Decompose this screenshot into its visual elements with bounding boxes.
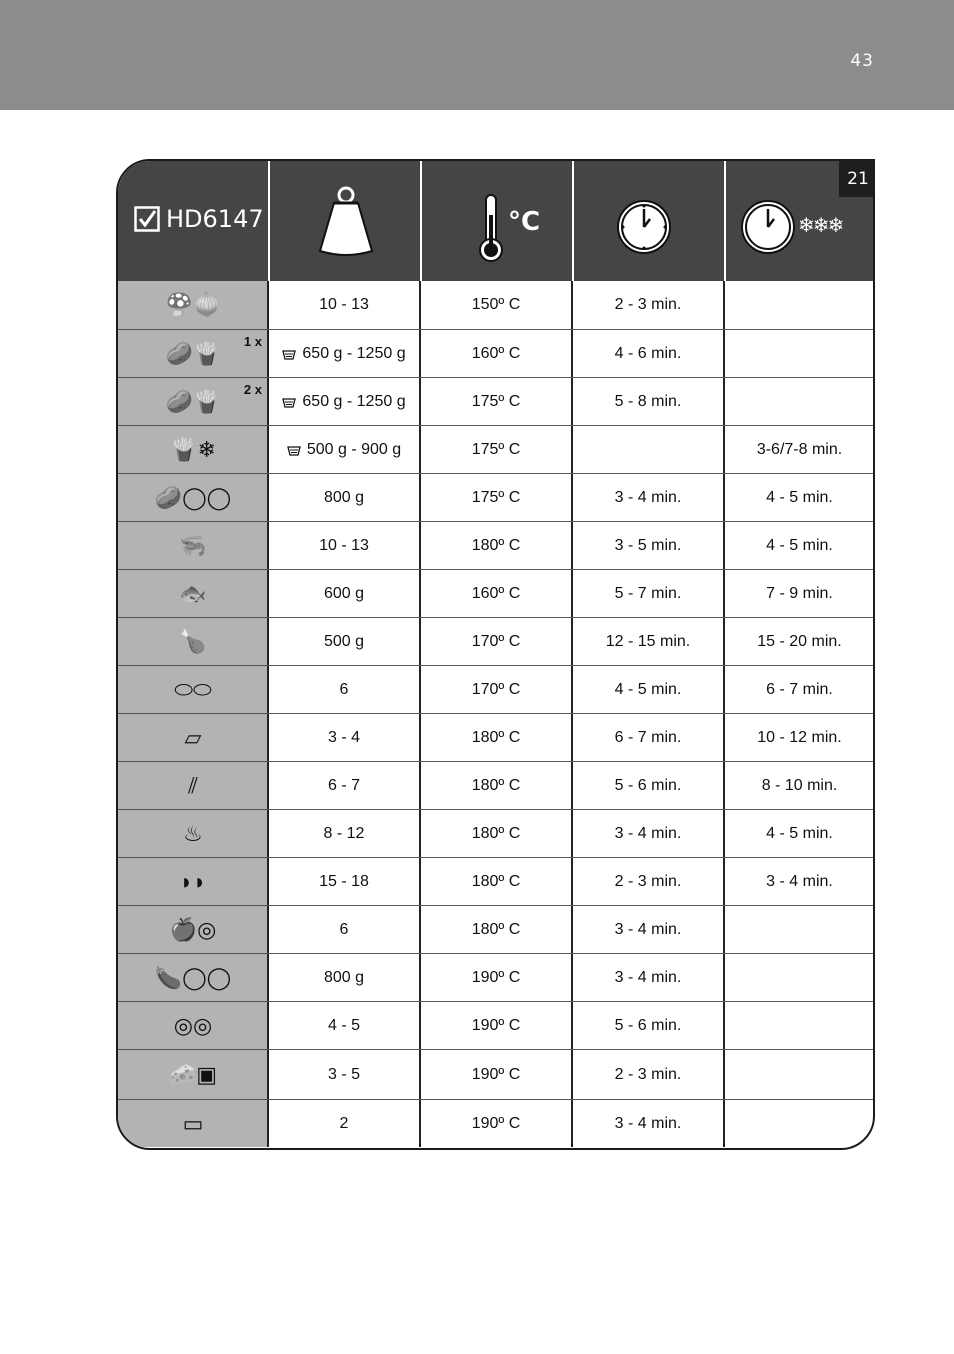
column-divider (419, 762, 421, 809)
quantity-cell (268, 1050, 420, 1099)
column-divider (723, 714, 725, 761)
quantity-cell-text: 15 - 18 (319, 872, 369, 890)
column-divider (723, 378, 725, 425)
time-cell-text: 3 - 4 min. (614, 824, 682, 842)
quantity-cell-text: 6 (339, 920, 349, 938)
temperature-cell (420, 1002, 572, 1049)
quantity-cell-text: 500 g - 900 g (306, 440, 402, 458)
column-divider (571, 810, 573, 857)
temperature-cell (420, 378, 572, 425)
table-row (118, 569, 873, 617)
food-icon-cell (118, 1002, 268, 1049)
mushroom-onion-icon: 🍄🧅 (165, 292, 221, 317)
food-icon-cell (118, 378, 268, 425)
temperature-cell-text: 180º C (471, 728, 521, 746)
quantity-cell (268, 954, 420, 1001)
repeat-tag: 2 x (243, 382, 262, 397)
column-divider (571, 474, 573, 521)
column-divider (419, 1050, 421, 1099)
column-divider (723, 1050, 725, 1099)
table-row (118, 521, 873, 569)
checkbox-checked-icon (134, 206, 160, 232)
frozen-time-cell (724, 714, 875, 761)
column-divider (419, 522, 421, 569)
column-divider (267, 426, 269, 473)
page-number: 43 (850, 51, 874, 71)
food-icon-cell (118, 281, 268, 329)
time-cell-text: 5 - 6 min. (614, 1016, 682, 1034)
food-icon-cell (118, 906, 268, 953)
frozen-time-cell (724, 1100, 875, 1147)
weight-icon (314, 185, 378, 261)
food-icon-cell (118, 1100, 268, 1147)
temperature-cell-text: 170º C (471, 680, 521, 698)
column-divider (571, 858, 573, 905)
temperature-cell (420, 522, 572, 569)
time-cell (572, 1002, 724, 1049)
time-cell-text: 3 - 4 min. (614, 488, 682, 506)
column-divider (571, 1050, 573, 1099)
column-divider (419, 666, 421, 713)
column-divider (267, 281, 269, 329)
time-cell (572, 281, 724, 329)
breaded-fish-icon: ▭ (182, 1110, 204, 1136)
column-divider (723, 666, 725, 713)
food-icon-cell (118, 570, 268, 617)
temperature-cell (420, 570, 572, 617)
quantity-cell-text: 500 g (323, 632, 365, 650)
column-divider (723, 618, 725, 665)
quantity-cell (268, 426, 420, 473)
temperature-cell-text: 175º C (471, 392, 521, 410)
temperature-cell-text: 190º C (471, 1016, 521, 1034)
quantity-cell (268, 522, 420, 569)
time-cell-text: 6 - 7 min. (614, 728, 682, 746)
model-label-group (134, 205, 264, 233)
quantity-cell-text: 4 - 5 (327, 1016, 360, 1034)
time-cell (572, 1050, 724, 1099)
table-row (118, 329, 873, 377)
header-quantity-cell (270, 161, 422, 281)
column-divider (419, 954, 421, 1001)
column-divider (419, 858, 421, 905)
temperature-cell (420, 618, 572, 665)
column-divider (571, 426, 573, 473)
time-cell (572, 762, 724, 809)
temperature-cell-text: 190º C (471, 1114, 521, 1132)
temperature-cell-text: 180º C (471, 536, 521, 554)
temperature-cell (420, 954, 572, 1001)
quantity-cell-text: 10 - 13 (319, 536, 369, 554)
quantity-cell (268, 858, 420, 905)
quantity-cell (268, 281, 420, 329)
header-time-cell (574, 161, 726, 281)
column-divider (267, 666, 269, 713)
frozen-time-cell-text: 6 - 7 min. (766, 680, 833, 698)
table-row (118, 953, 873, 1001)
quantity-cell (268, 474, 420, 521)
frozen-time-cell (724, 618, 875, 665)
quantity-cell (268, 906, 420, 953)
time-cell-text: 12 - 15 min. (605, 632, 691, 650)
column-divider (419, 378, 421, 425)
temperature-cell-text: 190º C (471, 968, 521, 986)
quantity-cell (268, 618, 420, 665)
basket-icon (282, 348, 296, 360)
time-cell-text: 3 - 4 min. (614, 920, 682, 938)
table-row (118, 857, 873, 905)
food-icon-cell (118, 954, 268, 1001)
column-divider (723, 1002, 725, 1049)
temperature-cell (420, 474, 572, 521)
column-divider (267, 474, 269, 521)
column-divider (267, 954, 269, 1001)
column-divider (419, 474, 421, 521)
food-icon-cell (118, 1050, 268, 1099)
frozen-time-cell-text: 7 - 9 min. (766, 584, 833, 602)
quantity-cell-text: 2 (339, 1114, 349, 1132)
column-divider (267, 1002, 269, 1049)
quantity-cell (268, 762, 420, 809)
quantity-cell (268, 1002, 420, 1049)
frozen-time-cell (724, 330, 875, 377)
time-cell-text: 4 - 5 min. (614, 680, 682, 698)
column-divider (571, 618, 573, 665)
thermometer-icon (478, 193, 504, 263)
quantity-cell (268, 378, 420, 425)
column-divider (723, 762, 725, 809)
column-divider (267, 858, 269, 905)
column-divider (571, 378, 573, 425)
frozen-time-cell (724, 281, 875, 329)
temperature-cell-text: 175º C (471, 440, 521, 458)
column-divider (267, 522, 269, 569)
quantity-cell-text: 800 g (323, 968, 365, 986)
eggplant-slices-icon: 🍆◯◯ (154, 964, 232, 990)
quantity-cell (268, 330, 420, 377)
model-label: HD6147 (166, 205, 264, 233)
column-divider (723, 858, 725, 905)
clock-icon (616, 199, 672, 255)
food-icon-cell (118, 858, 268, 905)
cooking-table (116, 159, 875, 1150)
time-cell-text: 2 - 3 min. (614, 1065, 682, 1083)
quantity-cell (268, 570, 420, 617)
column-divider (723, 1100, 725, 1147)
temperature-cell (420, 810, 572, 857)
quantity-cell-text: 6 - 7 (327, 776, 360, 794)
chicken-leg-icon: 🍗 (179, 628, 207, 654)
quantity-cell-text: 600 g (323, 584, 365, 602)
croquettes-icon: ⬭⬭ (174, 676, 212, 702)
time-cell (572, 906, 724, 953)
header-model-cell (118, 161, 270, 281)
temperature-cell (420, 426, 572, 473)
column-divider (571, 714, 573, 761)
top-bar (0, 0, 954, 110)
table-row (118, 425, 873, 473)
frozen-time-cell (724, 522, 875, 569)
time-cell (572, 810, 724, 857)
column-divider (419, 330, 421, 377)
donuts-icon: ◎◎ (173, 1012, 213, 1038)
column-divider (419, 570, 421, 617)
temperature-cell-text: 170º C (471, 632, 521, 650)
time-cell-text: 3 - 5 min. (614, 536, 682, 554)
time-cell-text: 3 - 4 min. (614, 1114, 682, 1132)
temperature-cell (420, 281, 572, 329)
time-cell (572, 1100, 724, 1147)
column-divider (419, 1100, 421, 1147)
table-row (118, 905, 873, 953)
column-divider (419, 810, 421, 857)
time-cell (572, 426, 724, 473)
food-icon-cell (118, 330, 268, 377)
time-cell (572, 474, 724, 521)
column-divider (723, 906, 725, 953)
frozen-time-cell-text: 15 - 20 min. (757, 632, 842, 650)
quantity-cell-text: 6 (339, 680, 349, 698)
table-header (118, 161, 873, 281)
column-divider (723, 954, 725, 1001)
table-row (118, 665, 873, 713)
potato-fries-1x-icon: 🥔🍟 (165, 340, 221, 366)
frozen-time-cell (724, 858, 875, 905)
column-divider (267, 810, 269, 857)
quantity-cell-text: 8 - 12 (323, 824, 365, 842)
table-row (118, 281, 873, 329)
food-icon-cell (118, 810, 268, 857)
time-cell (572, 522, 724, 569)
basket-icon (282, 396, 296, 408)
temperature-cell (420, 714, 572, 761)
column-divider (723, 474, 725, 521)
temperature-cell (420, 1050, 572, 1099)
column-divider (571, 762, 573, 809)
column-divider (267, 618, 269, 665)
column-divider (723, 570, 725, 617)
frozen-time-cell-text: 4 - 5 min. (766, 536, 833, 554)
table-row (118, 377, 873, 425)
frozen-time-cell-text: 8 - 10 min. (761, 776, 838, 794)
food-icon-cell (118, 618, 268, 665)
time-cell-text: 3 - 4 min. (614, 968, 682, 986)
potato-slices-icon: 🥔◯◯ (154, 484, 232, 510)
frozen-time-cell (724, 666, 875, 713)
column-divider (723, 810, 725, 857)
column-divider (723, 426, 725, 473)
quantity-cell-text: 10 - 13 (319, 296, 369, 313)
time-cell (572, 618, 724, 665)
time-cell-text: 5 - 7 min. (614, 584, 682, 602)
frozen-time-cell (724, 1050, 875, 1099)
quantity-cell (268, 810, 420, 857)
frozen-time-cell (724, 1002, 875, 1049)
frozen-time-cell-text: 3 - 4 min. (766, 872, 833, 890)
mussels-icon: ◗◗ (179, 868, 207, 894)
column-divider (571, 281, 573, 329)
section-badge: 21 (839, 161, 875, 197)
column-divider (267, 330, 269, 377)
quantity-cell-text: 800 g (323, 488, 365, 506)
food-icon-cell (118, 474, 268, 521)
column-divider (419, 281, 421, 329)
quantity-cell (268, 714, 420, 761)
time-cell-text: 2 - 3 min. (614, 296, 682, 313)
temperature-cell-text: 160º C (471, 584, 521, 602)
column-divider (571, 954, 573, 1001)
column-divider (267, 1100, 269, 1147)
frozen-time-cell-text: 3-6/7-8 min. (756, 440, 843, 458)
column-divider (419, 1002, 421, 1049)
temperature-cell (420, 906, 572, 953)
frozen-time-cell (724, 474, 875, 521)
frozen-fries-icon: 🍟❄ (170, 436, 216, 462)
temperature-cell (420, 666, 572, 713)
time-cell (572, 954, 724, 1001)
food-icon-cell (118, 762, 268, 809)
food-icon-cell (118, 714, 268, 761)
potato-fries-2x-icon: 🥔🍟 (165, 388, 221, 414)
table-row (118, 713, 873, 761)
frozen-time-cell (724, 954, 875, 1001)
column-divider (419, 426, 421, 473)
frozen-time-cell (724, 570, 875, 617)
time-cell (572, 858, 724, 905)
spring-roll-icon: ⫽ (188, 772, 198, 798)
temperature-cell-text: 150º C (471, 296, 521, 313)
column-divider (267, 378, 269, 425)
column-divider (267, 762, 269, 809)
frozen-time-cell-text: 10 - 12 min. (757, 728, 842, 746)
temperature-cell (420, 858, 572, 905)
schnitzel-icon: ▱ (184, 724, 202, 750)
table-row (118, 1049, 873, 1099)
quantity-cell (268, 1100, 420, 1147)
time-cell (572, 330, 724, 377)
column-divider (571, 330, 573, 377)
celsius-label: °C (508, 207, 541, 237)
quantity-cell (268, 666, 420, 713)
temperature-cell-text: 180º C (471, 824, 521, 842)
quantity-cell-text: 3 - 4 (327, 728, 360, 746)
column-divider (723, 522, 725, 569)
temperature-cell (420, 330, 572, 377)
frozen-time-cell (724, 762, 875, 809)
temperature-cell-text: 175º C (471, 488, 521, 506)
temperature-cell-text: 190º C (471, 1065, 521, 1083)
quantity-cell-text: 3 - 5 (327, 1065, 360, 1083)
snacks-plate-icon: ♨ (183, 820, 203, 846)
column-divider (571, 1002, 573, 1049)
column-divider (267, 1050, 269, 1099)
temperature-cell (420, 762, 572, 809)
food-icon-cell (118, 666, 268, 713)
shrimp-icon: 🦐 (179, 532, 207, 558)
column-divider (267, 906, 269, 953)
column-divider (267, 570, 269, 617)
frozen-time-cell (724, 810, 875, 857)
repeat-tag: 1 x (243, 334, 262, 349)
table-row (118, 617, 873, 665)
column-divider (571, 666, 573, 713)
temperature-cell (420, 1100, 572, 1147)
column-divider (723, 330, 725, 377)
clock-frozen-icon (740, 199, 796, 255)
snowflake-icon: ❄❄❄ (798, 215, 843, 237)
time-cell-text: 5 - 8 min. (614, 392, 682, 410)
food-icon-cell (118, 426, 268, 473)
table-row (118, 473, 873, 521)
column-divider (571, 522, 573, 569)
table-row (118, 1099, 873, 1147)
column-divider (571, 570, 573, 617)
column-divider (267, 714, 269, 761)
frozen-time-cell (724, 426, 875, 473)
fish-icon: 🐟 (179, 580, 207, 606)
time-cell-text: 5 - 6 min. (614, 776, 682, 794)
time-cell (572, 378, 724, 425)
temperature-cell-text: 180º C (471, 872, 521, 890)
column-divider (419, 906, 421, 953)
time-cell-text: 4 - 6 min. (614, 344, 682, 362)
time-cell-text: 2 - 3 min. (614, 872, 682, 890)
frozen-time-cell-text: 4 - 5 min. (766, 824, 833, 842)
header-frozen-time-cell (726, 161, 875, 281)
food-icon-cell (118, 522, 268, 569)
temperature-cell-text: 160º C (471, 344, 521, 362)
time-cell (572, 666, 724, 713)
column-divider (419, 618, 421, 665)
time-cell (572, 714, 724, 761)
quantity-cell-text: 650 g - 1250 g (302, 344, 406, 362)
column-divider (571, 1100, 573, 1147)
frozen-time-cell (724, 906, 875, 953)
basket-icon (287, 444, 301, 456)
column-divider (419, 714, 421, 761)
frozen-time-cell-text: 4 - 5 min. (766, 488, 833, 506)
time-cell (572, 570, 724, 617)
column-divider (723, 281, 725, 329)
frozen-time-cell (724, 378, 875, 425)
cheese-cubes-icon: 🧀▣ (168, 1061, 218, 1087)
temperature-cell-text: 180º C (471, 776, 521, 794)
table-row (118, 809, 873, 857)
table-row (118, 761, 873, 809)
apple-rings-icon: 🍎◎ (169, 916, 217, 942)
temperature-cell-text: 180º C (471, 920, 521, 938)
column-divider (571, 906, 573, 953)
quantity-cell-text: 650 g - 1250 g (302, 392, 406, 410)
table-row (118, 1001, 873, 1049)
header-temperature-cell (422, 161, 574, 281)
